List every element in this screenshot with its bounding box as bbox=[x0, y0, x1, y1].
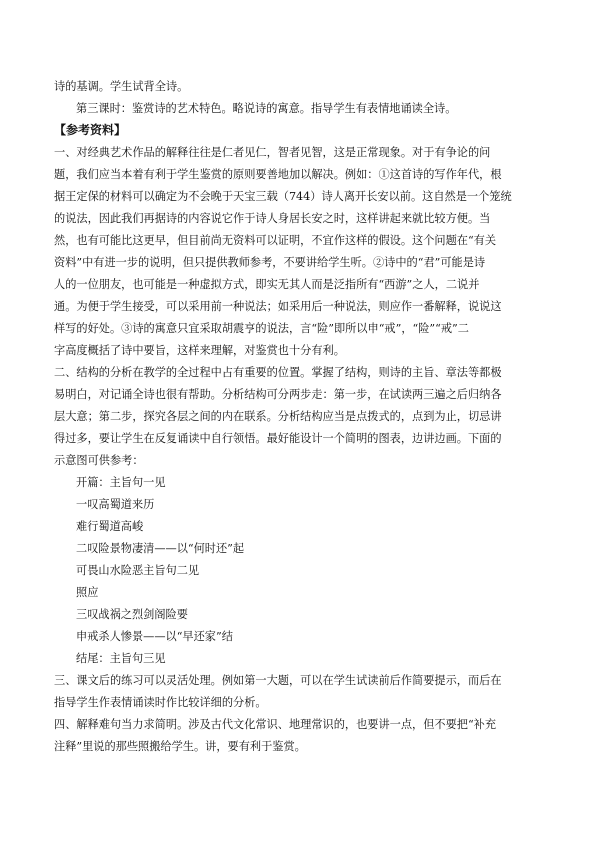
text-line: 四、解释难句当力求简明。涉及古代文化常识、地理常识的，也要讲一点，但不要把“补充 bbox=[54, 718, 497, 731]
text-line: 指导学生作表情诵读时作比较详细的分析。 bbox=[54, 696, 267, 709]
diagram-line: 照应 bbox=[76, 586, 99, 599]
diagram-line: 二叹险景物凄清——以“何时还”起 bbox=[76, 542, 245, 555]
diagram-line: 结尾：主旨句三见 bbox=[76, 652, 166, 665]
text-line: 的说法，因此我们再据诗的内容说它作于诗人身居长安之时，这样讲起来就比较方便。当 bbox=[54, 212, 491, 225]
text-line: 诗的基调。学生试背全诗。 bbox=[54, 80, 189, 93]
diagram-line: 可畏山水险恶主旨句二见 bbox=[76, 564, 200, 577]
diagram-line: 三叹战祸之烈剑阁险要 bbox=[76, 608, 188, 621]
text-line: 资料”中有进一步的说明，但只提供教师参考，不要讲给学生听。②诗中的“君”可能是诗 bbox=[54, 256, 486, 269]
text-line: 第三课时：鉴赏诗的艺术特色。略说诗的寓意。指导学生有表情地诵读全诗。 bbox=[76, 102, 457, 115]
text-line: 一、对经典艺术作品的解释往往是仁者见仁，智者见智，这是正常现象。对于有争论的问 bbox=[54, 146, 491, 159]
diagram-line: 难行蜀道高峻 bbox=[76, 520, 144, 533]
section-heading: 【参考资料】 bbox=[54, 123, 127, 137]
text-line: 三、课文后的练习可以灵活处理。例如第一大题，可以在学生试读前后作简要提示，而后在 bbox=[54, 674, 502, 687]
text-line: 得过多，要让学生在反复诵读中自行领悟。最好能设计一个简明的图表，边讲边画。下面的 bbox=[54, 432, 502, 445]
diagram-line: 一叹高蜀道来历 bbox=[76, 498, 155, 511]
text-line: 题，我们应当本着有利于学生鉴赏的原则要善地加以解决。例如：①这首诗的写作年代，根 bbox=[54, 168, 502, 181]
text-line: 然，也有可能比这更早，但目前尚无资料可以证明，不宜作这样的假设。这个问题在“有关 bbox=[54, 234, 497, 247]
text-line: 通。为便于学生接受，可以采用前一种说法；如采用后一种说法，则应作一番解释，说说这 bbox=[54, 300, 502, 313]
text-line: 据王定保的材料可以确定为不会晚于天宝三载（744）诗人离开长安以前。这自然是一个笼统 bbox=[54, 190, 512, 203]
text-line: 样写的好处。③诗的寓意只宜采取胡震亨的说法，言“险”即所以申“戒”，“险”“戒”二 bbox=[54, 322, 469, 335]
text-line: 注释”里说的那些照搬给学生。讲，要有利于鉴赏。 bbox=[54, 740, 306, 753]
text-line: 人的一位朋友，也可能是一种虚拟方式，即实无其人而是泛指所有“西游”之人，二说并 bbox=[54, 278, 480, 291]
text-line: 二、结构的分析在教学的全过程中占有重要的位置。掌握了结构，则诗的主旨、章法等都极 bbox=[54, 366, 502, 379]
diagram-line: 开篇：主旨句一见 bbox=[76, 476, 166, 489]
diagram-line: 申戒杀人惨景——以“早还家”结 bbox=[76, 630, 233, 643]
text-line: 字高度概括了诗中要旨，这样来理解，对鉴赏也十分有利。 bbox=[54, 344, 345, 357]
text-line: 易明白，对记诵全诗也很有帮助。分析结构可分两步走：第一步，在试读两三遍之后归纳各 bbox=[54, 388, 502, 401]
text-line: 示意图可供参考： bbox=[54, 454, 144, 467]
text-line: 层大意；第二步，探究各层之间的内在联系。分析结构应当是点拨式的，点到为止，切忌讲 bbox=[54, 410, 502, 423]
